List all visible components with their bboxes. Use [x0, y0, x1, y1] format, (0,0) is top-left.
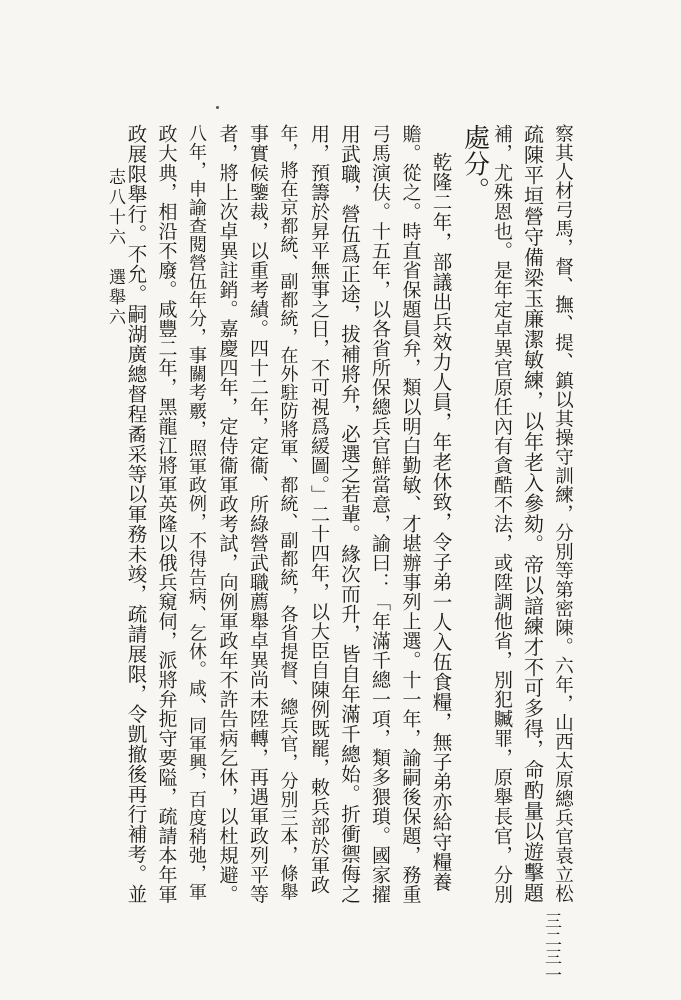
text-column: 處分。 [459, 124, 490, 204]
text-column: 八年，申諭查閱營伍年分，事關考覈，照軍政例，不得告病、乞休。咸、同軍興，百度稍弛，軍 [186, 124, 207, 901]
text-column: 用武職，營伍爲正途，拔補將弁，必選之若輩。緣次而升，皆自年滿千總始。折衝禦侮之 [338, 124, 361, 904]
running-head: 志八十六 選舉六 [105, 168, 125, 328]
text-column: 補，尤殊恩也。是年定卓異官原任內有貪酷不法，或陞調他省，別犯贓罪，原舉長官，分別 [491, 124, 513, 904]
punctuation-mark [216, 106, 219, 109]
text-column: 事實候鑒裁，以重考績。四十二年，定衞、所綠營武職薦舉卓異尚未陞轉，再遇軍政列平等 [247, 124, 269, 904]
text-column: 弓馬演伕。十五年，以各省所保總兵官鮮當意，諭曰：「年滿千總一項，類多猥瑣。國家擢 [369, 124, 391, 904]
text-column: 者，將上次卓異註銷。嘉慶四年，定侍衞軍政考試，向例軍政年不許告病乞休，以杜規避。 [216, 124, 239, 904]
text-column: 贍。從之。時直省保題員弁，類以明白勤敏、才堪辦事列上選。十一年，諭嗣後保題，務重 [399, 124, 422, 904]
page-number: 三二三一 [541, 912, 561, 984]
text-column: 乾隆二年，部議出兵效力人員，年老休致，令子弟一人入伍食糧，無子弟亦給守糧養 [429, 152, 453, 892]
text-column: 用，預籌於昇平無事之日，不可視爲緩圖。」二十四年，以大臣自陳例既罷，敕兵部於軍政 [308, 124, 330, 895]
text-column: 年，將在京都統、副都統，在外駐防將軍、都統、副都統，各省提督、總兵官，分別三本，條舉 [277, 124, 299, 901]
text-column: 政大典，相沿不廢。咸豐二年，黑龍江將軍英隆以俄兵窺伺，派將弁扼守要隘，疏請本年軍 [155, 124, 178, 904]
text-column: 疏陳平垣營守備梁玉廉潔敏練，以年老入參劾。帝以諳練才不可多得，命酌量以遊擊題 [520, 124, 545, 903]
text-column: 政展限舉行。不允。嗣湖廣總督程矞采等以軍務未竣，疏請展限，令凱撤後再行補考。並 [124, 124, 148, 904]
text-column: 察其人材弓馬，督、撫、提、鎮以其操守訓練，分別等第密陳。六年，山西太原總兵官袁立松 [552, 124, 574, 903]
